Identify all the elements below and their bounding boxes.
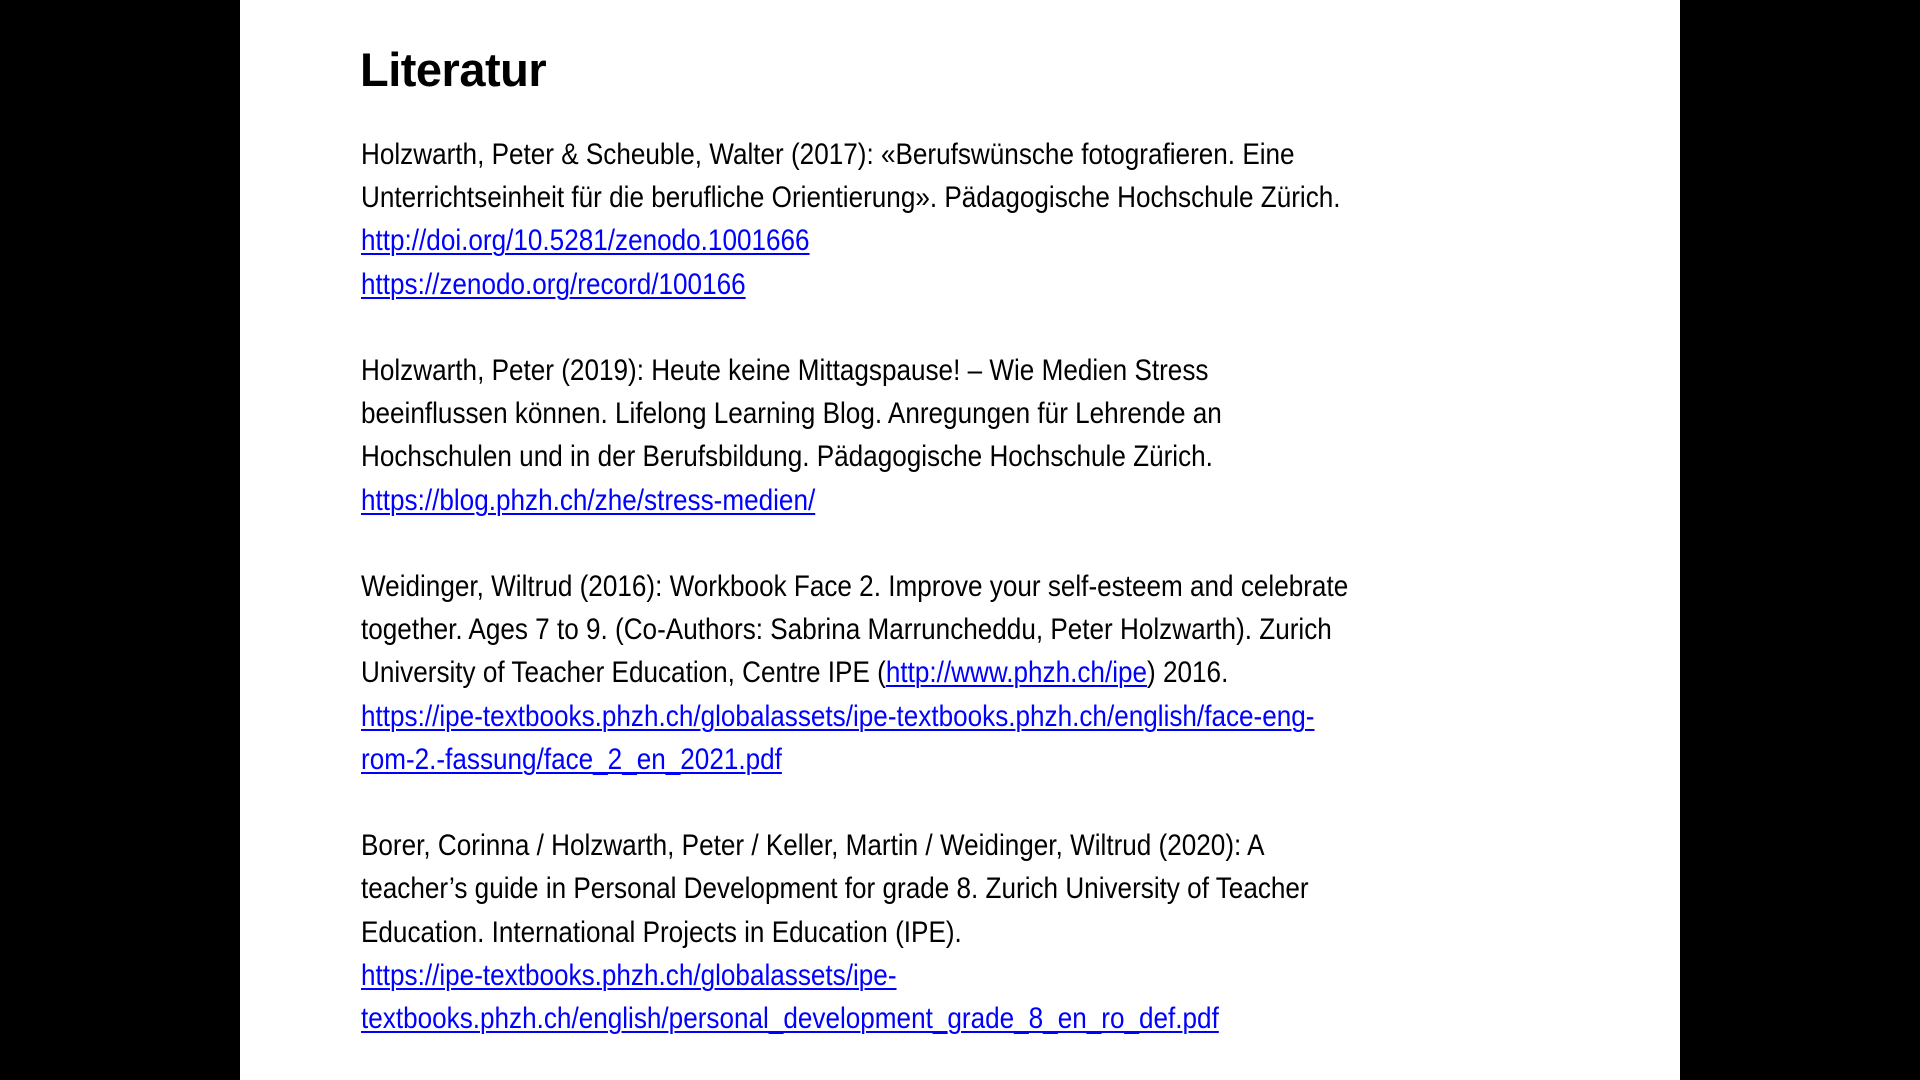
reference-text-line: Education. International Projects in Education (IPE). [361, 915, 962, 949]
reference-item [361, 565, 1600, 781]
face-workbook-link-continued[interactable]: rom-2.-fassung/face_2_en_2021.pdf [361, 742, 782, 776]
slide-title: Literatur [360, 43, 547, 96]
reference-text-line: Holzwarth, Peter & Scheuble, Walter (2017): «Berufswünsche fotografieren. Eine [361, 138, 1295, 171]
reference-text-line [361, 651, 1600, 694]
reference-text: University of Teacher Education, Centre IPE ( [361, 656, 886, 690]
reference-text-line: beeinflussen können. Lifelong Learning Blog. Anregungen für Lehrende an [361, 397, 1222, 431]
reference-item [361, 349, 1600, 522]
doi-link[interactable]: http://doi.org/10.5281/zenodo.1001666 [361, 224, 810, 258]
reference-list [361, 133, 1600, 1080]
reference-item [361, 133, 1600, 306]
reference-text-line: Unterrichtseinheit für die berufliche Orientierung». Pädagogische Hochschule Zürich. [361, 181, 1341, 215]
ipe-link[interactable]: http://www.phzh.ch/ipe [885, 656, 1148, 690]
reference-text-line: Weidinger, Wiltrud (2016): Workbook Face 2. Improve your self-esteem and celebrate [361, 570, 1349, 603]
slide [240, 0, 1680, 1080]
teachers-guide-link-continued[interactable]: textbooks.phzh.ch/english/personal_development_grade_8_en_ro_def.pdf [361, 1002, 1219, 1036]
teachers-guide-link[interactable]: https://ipe-textbooks.phzh.ch/globalassets/ipe- [361, 958, 897, 992]
face-workbook-link[interactable]: https://ipe-textbooks.phzh.ch/globalassets/ipe-textbooks.phzh.ch/english/face-eng- [361, 699, 1315, 733]
reference-text-line: together. Ages 7 to 9. (Co-Authors: Sabrina Marruncheddu, Peter Holzwarth). Zurich [361, 613, 1332, 647]
reference-text: ) 2016. [1147, 656, 1229, 690]
blog-link[interactable]: https://blog.phzh.ch/zhe/stress-medien/ [361, 483, 816, 517]
reference-text-line: teacher’s guide in Personal Development for grade 8. Zurich University of Teacher [361, 872, 1309, 906]
reference-text-line: Holzwarth, Peter (2019): Heute keine Mittagspause! – Wie Medien Stress [361, 354, 1209, 387]
zenodo-link[interactable]: https://zenodo.org/record/100166 [361, 267, 746, 301]
reference-item [361, 824, 1600, 1040]
reference-text-line: Hochschulen und in der Berufsbildung. Pädagogische Hochschule Zürich. [361, 440, 1213, 474]
reference-text-line: Borer, Corinna / Holzwarth, Peter / Keller, Martin / Weidinger, Wiltrud (2020): A [361, 829, 1265, 863]
